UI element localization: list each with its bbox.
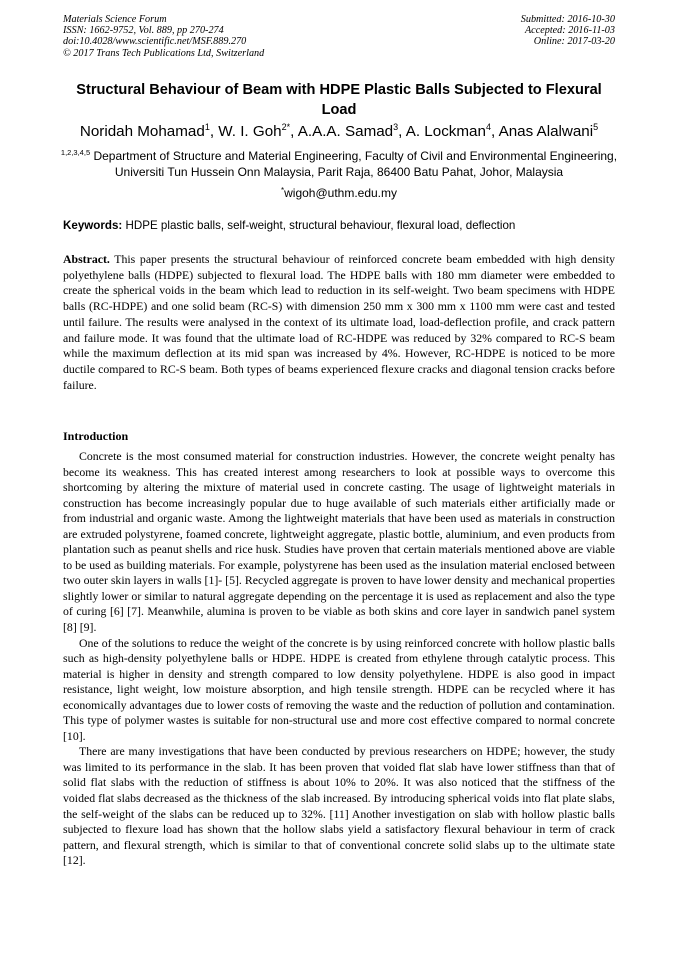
- paper-title: Structural Behaviour of Beam with HDPE Plastic Balls Subjected to Flexural Load: [76, 82, 602, 118]
- section-heading-introduction: Introduction: [63, 429, 129, 443]
- journal-copyright: © 2017 Trans Tech Publications Ltd, Switzerland: [63, 47, 265, 59]
- abstract-text: This paper presents the structural behaviour of reinforced concrete beam embedded with high density polyethylene balls (HDPE) subjected to flexural load. The HDPE balls with 180 mm diameter were embedded to create the spherical voids in the beam which lead to reduction in its self-weight. Two beam specimens with HDPE balls (RC-HDPE) and one solid beam (RC-S) with dimension 250 mm x 300 mm x 1100 mm were cast and tested until failure. The results were analysed in the context of its ultimate load, load-deflection profile, and crack pattern and failure mode. It was found that the ultimate load of RC-HDPE was reduced by 32% compared to RC-S beam while the maximum deflection at its mid span was increased by 4%. However, RC-HDPE is noticed to be more ductile compared to RC-S beam. Both types of beams experienced flexure cracks and diagonal tension cracks before failure.: [63, 252, 615, 392]
- abstract-label: Abstract.: [63, 252, 110, 266]
- author-affiliation-marker: 4: [485, 122, 491, 132]
- author: A.A.A. Samad$^3$,: [297, 122, 406, 140]
- paragraph: Concrete is the most consumed material for construction industries. However, the concrete weight penalty has become its weakness. This has created interest among researchers to look at possible ways to overcome this shortcoming by altering the mixture of material used in concrete casting. The usage of lightweight materials in construction has become increasingly popular due to huge available of such materials either artificially made or from industrial and organic waste. Among the lightweight materials that have been used as materials in construction are extruded polystyrene, foamed concrete, lightweight aggregate, plastic bottle, aluminium, and even products from plantation such as peanut shells and rice husk. Studies have proven that certain materials mentioned above are viable to be used as building materials. For example, polystyrene has been used as the insulation material enclosed between two outer skin layers in walls [1]- [5]. Recycled aggregate is proven to have lower density and mechanical properties slightly lower or similar to natural aggregate depending on the percentage it is used as replacement and also the type of curing [6] [7]. Meanwhile, alumina is proven to be viable as both skins and core layer in sandwich panel system [8] [9].: [63, 449, 615, 635]
- paragraph: There are many investigations that have been conducted by previous researchers on HDPE; however, the study was limited to its performance in the slab. It has been proven that voided flat slab have lower stiffness than that of solid flat slabs with the reduction of stiffness is about 10% to 20%. It was also noticed that the stiffness of the voided flat slabs decreased as the thickness of the slab increased. By introducing spherical voids into flat plate slabs, the self-weight of the slabs can be reduced up to 32%. [11] Another investigation on slab with hollow plastic balls subjected to flexure load has shown that the hollow slabs yield a satisfactory flexural behaviour in term of crack pattern, and flexural strength, which is similar to that of conventional concrete solid slabs up to the ultimate state [12].: [63, 744, 615, 868]
- author: A. Lockman$^4$,: [405, 122, 499, 140]
- journal-issn: ISSN: 1662-9752, Vol. 889, pp 270-274: [63, 25, 224, 37]
- author: Noridah Mohamad$^1$,: [79, 122, 219, 140]
- author-list: [30, 122, 648, 142]
- submitted-date: Submitted: 2016-10-30: [520, 14, 615, 25]
- affiliation-text: Department of Structure and Material Engineering, Faculty of Civil and Environmental Engineering, Universiti Tun Hussein Onn Malaysia, Parit Raja, 86400 Batu Pahat, Johor, Malaysia: [90, 149, 618, 179]
- accepted-date: Accepted: 2016-11-03: [524, 25, 615, 37]
- corresponding-email: [63, 186, 615, 200]
- affiliation-marker: 1,2,3,4,5: [60, 148, 91, 157]
- journal-info: [63, 14, 264, 59]
- online-date: Online: 2017-03-20: [533, 36, 615, 48]
- journal-doi[interactable]: doi:10.4028/www.scientific.net/MSF.889.270: [63, 36, 247, 48]
- introduction-body: [63, 449, 615, 869]
- author-affiliation-marker: 5: [593, 122, 599, 132]
- abstract: [63, 252, 615, 393]
- paragraph: One of the solutions to reduce the weight of the concrete is by using reinforced concrete with hollow plastic balls such as high-density polyethylene balls or HDPE. HDPE is created from ethylene through catalytic process. This material is higher in density and strength compared to low density polyethylene. HDPE is also good in impact resistance, light weight, low moisture absorption, and high tensile strength. HDPE can be recycled where it has economically advantages due to lower costs of removing the waste and the reduction of pollution and contamination. This type of polymer wastes is suitable for non-structural use and more cost effective compared to normal concrete [10].: [63, 635, 616, 743]
- author-affiliation-marker: 1: [204, 122, 210, 132]
- journal-name: Materials Science Forum: [63, 14, 167, 25]
- author-affiliation-marker: 3: [393, 122, 399, 132]
- author-affiliation-marker: 2*: [281, 122, 291, 132]
- author: Anas Alalwani$^5$: [498, 122, 599, 140]
- publication-dates: [521, 14, 615, 48]
- email-marker: *: [280, 186, 285, 195]
- author: W. I. Goh$^{2*}$,: [218, 122, 298, 140]
- keywords-text: HDPE plastic balls, self-weight, structural behaviour, flexural load, deflection: [122, 219, 516, 232]
- keywords: [63, 219, 615, 233]
- keywords-label: Keywords:: [63, 219, 123, 232]
- email-address[interactable]: wigoh@uthm.edu.my: [284, 186, 398, 200]
- affiliation: [50, 148, 628, 180]
